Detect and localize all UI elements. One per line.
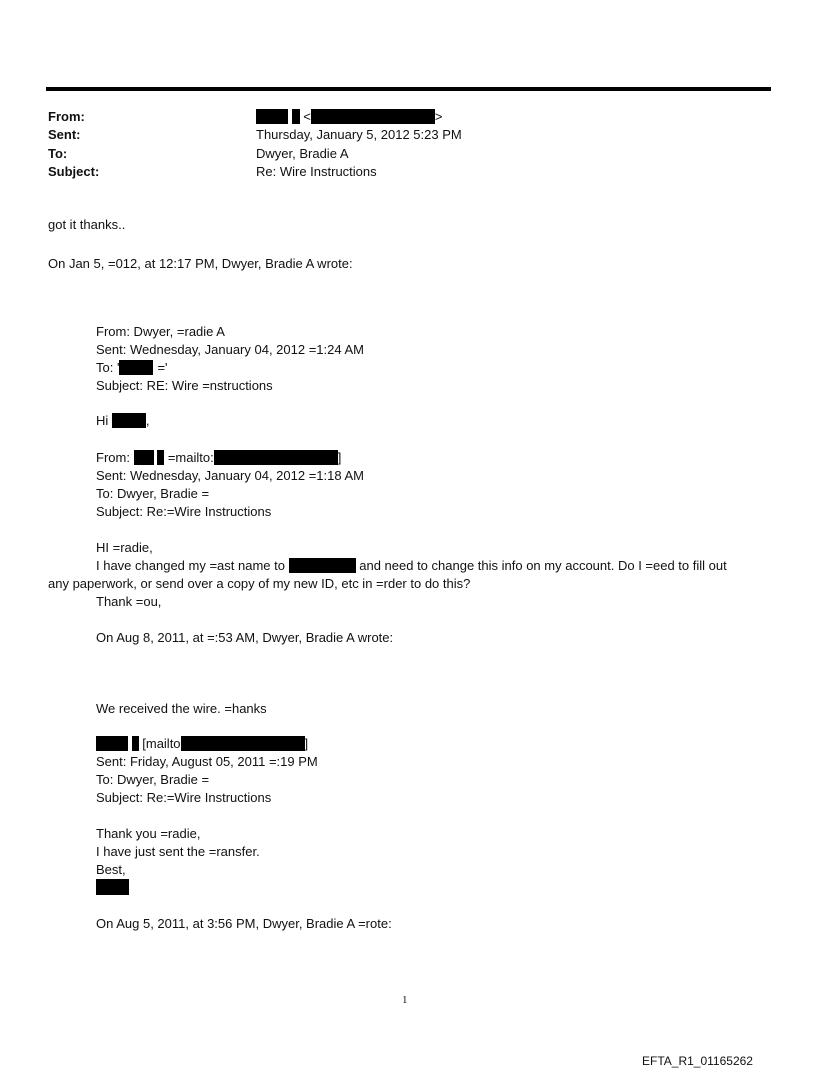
body-line: We received the wire. =hanks — [96, 701, 267, 716]
body-text: and need to change this info on my account. Do I =eed to fill out — [359, 558, 727, 573]
header-rule — [46, 87, 771, 91]
quoted-subject: Subject: RE: Wire =nstructions — [96, 378, 273, 393]
quoted-sent: Sent: Wednesday, January 04, 2012 =1:18 AM — [96, 468, 365, 483]
redaction — [96, 736, 128, 751]
quoted-wrote-line: On Aug 8, 2011, at =:53 AM, Dwyer, Bradie A wrote: — [96, 630, 394, 645]
greeting-text: Hi — [96, 413, 109, 428]
to-label: To: — [48, 145, 68, 161]
quoted-from-end: ] — [337, 450, 342, 465]
body-line — [96, 557, 727, 575]
body-line: any paperwork, or send over a copy of my new ID, etc in =rder to do this? — [48, 576, 471, 591]
bates-number: EFTA_R1_01165262 — [642, 1054, 753, 1068]
quoted-from-mailto: [mailto — [142, 736, 181, 751]
redaction — [292, 109, 300, 124]
from-gt: > — [434, 109, 443, 124]
page-number: 1 — [402, 994, 408, 1006]
quoted-from: From: Dwyer, =radie A — [96, 324, 225, 339]
quoted-wrote-line: On Aug 5, 2011, at 3:56 PM, Dwyer, Bradie A =rote: — [96, 916, 392, 931]
body-line: On Jan 5, =012, at 12:17 PM, Dwyer, Bradie A wrote: — [48, 256, 353, 271]
redaction — [112, 413, 146, 428]
sent-value: Thursday, January 5, 2012 5:23 PM — [256, 127, 462, 143]
quoted-to — [96, 359, 168, 377]
redaction — [311, 109, 435, 124]
quoted-from — [96, 449, 341, 467]
sent-label: Sent: — [48, 127, 81, 143]
quoted-from-prefix: From: — [96, 450, 130, 465]
quoted-to-prefix: To: ' — [96, 360, 120, 375]
redaction — [256, 109, 288, 124]
quoted-from — [96, 735, 308, 753]
body-line: I have just sent the =ransfer. — [96, 844, 260, 859]
quoted-subject: Subject: Re:=Wire Instructions — [96, 504, 272, 519]
quoted-sent: Sent: Friday, August 05, 2011 =:19 PM — [96, 754, 318, 769]
greeting-comma: , — [145, 413, 150, 428]
quoted-to-suffix: =' — [157, 360, 168, 375]
quoted-sent: Sent: Wednesday, January 04, 2012 =1:24 AM — [96, 342, 365, 357]
signature-redaction — [96, 879, 129, 897]
quoted-to: To: Dwyer, Bradie = — [96, 486, 210, 501]
body-line: Best, — [96, 862, 126, 877]
from-lt: < — [303, 109, 311, 124]
quoted-subject: Subject: Re:=Wire Instructions — [96, 790, 272, 805]
quoted-greeting: HI =radie, — [96, 540, 153, 555]
quoted-to: To: Dwyer, Bradie = — [96, 772, 210, 787]
redaction — [157, 450, 164, 465]
redaction — [119, 360, 153, 375]
redaction — [96, 879, 129, 895]
to-value: Dwyer, Bradie A — [256, 145, 349, 161]
subject-value: Re: Wire Instructions — [256, 163, 377, 179]
subject-label: Subject: — [48, 163, 100, 179]
redaction — [132, 736, 139, 751]
body-text: I have changed my =ast name to — [96, 558, 285, 573]
from-label: From: — [48, 109, 85, 124]
redaction — [181, 736, 305, 751]
quoted-from-mailto: =mailto: — [167, 450, 214, 465]
redaction — [134, 450, 154, 465]
quoted-greeting — [96, 412, 150, 430]
body-line: Thank =ou, — [96, 594, 162, 609]
body-line: got it thanks.. — [48, 217, 126, 232]
redaction — [214, 450, 338, 465]
from-value — [256, 108, 442, 126]
quoted-from-end: ] — [304, 736, 309, 751]
body-line: Thank you =radie, — [96, 826, 201, 841]
redaction — [289, 558, 356, 573]
